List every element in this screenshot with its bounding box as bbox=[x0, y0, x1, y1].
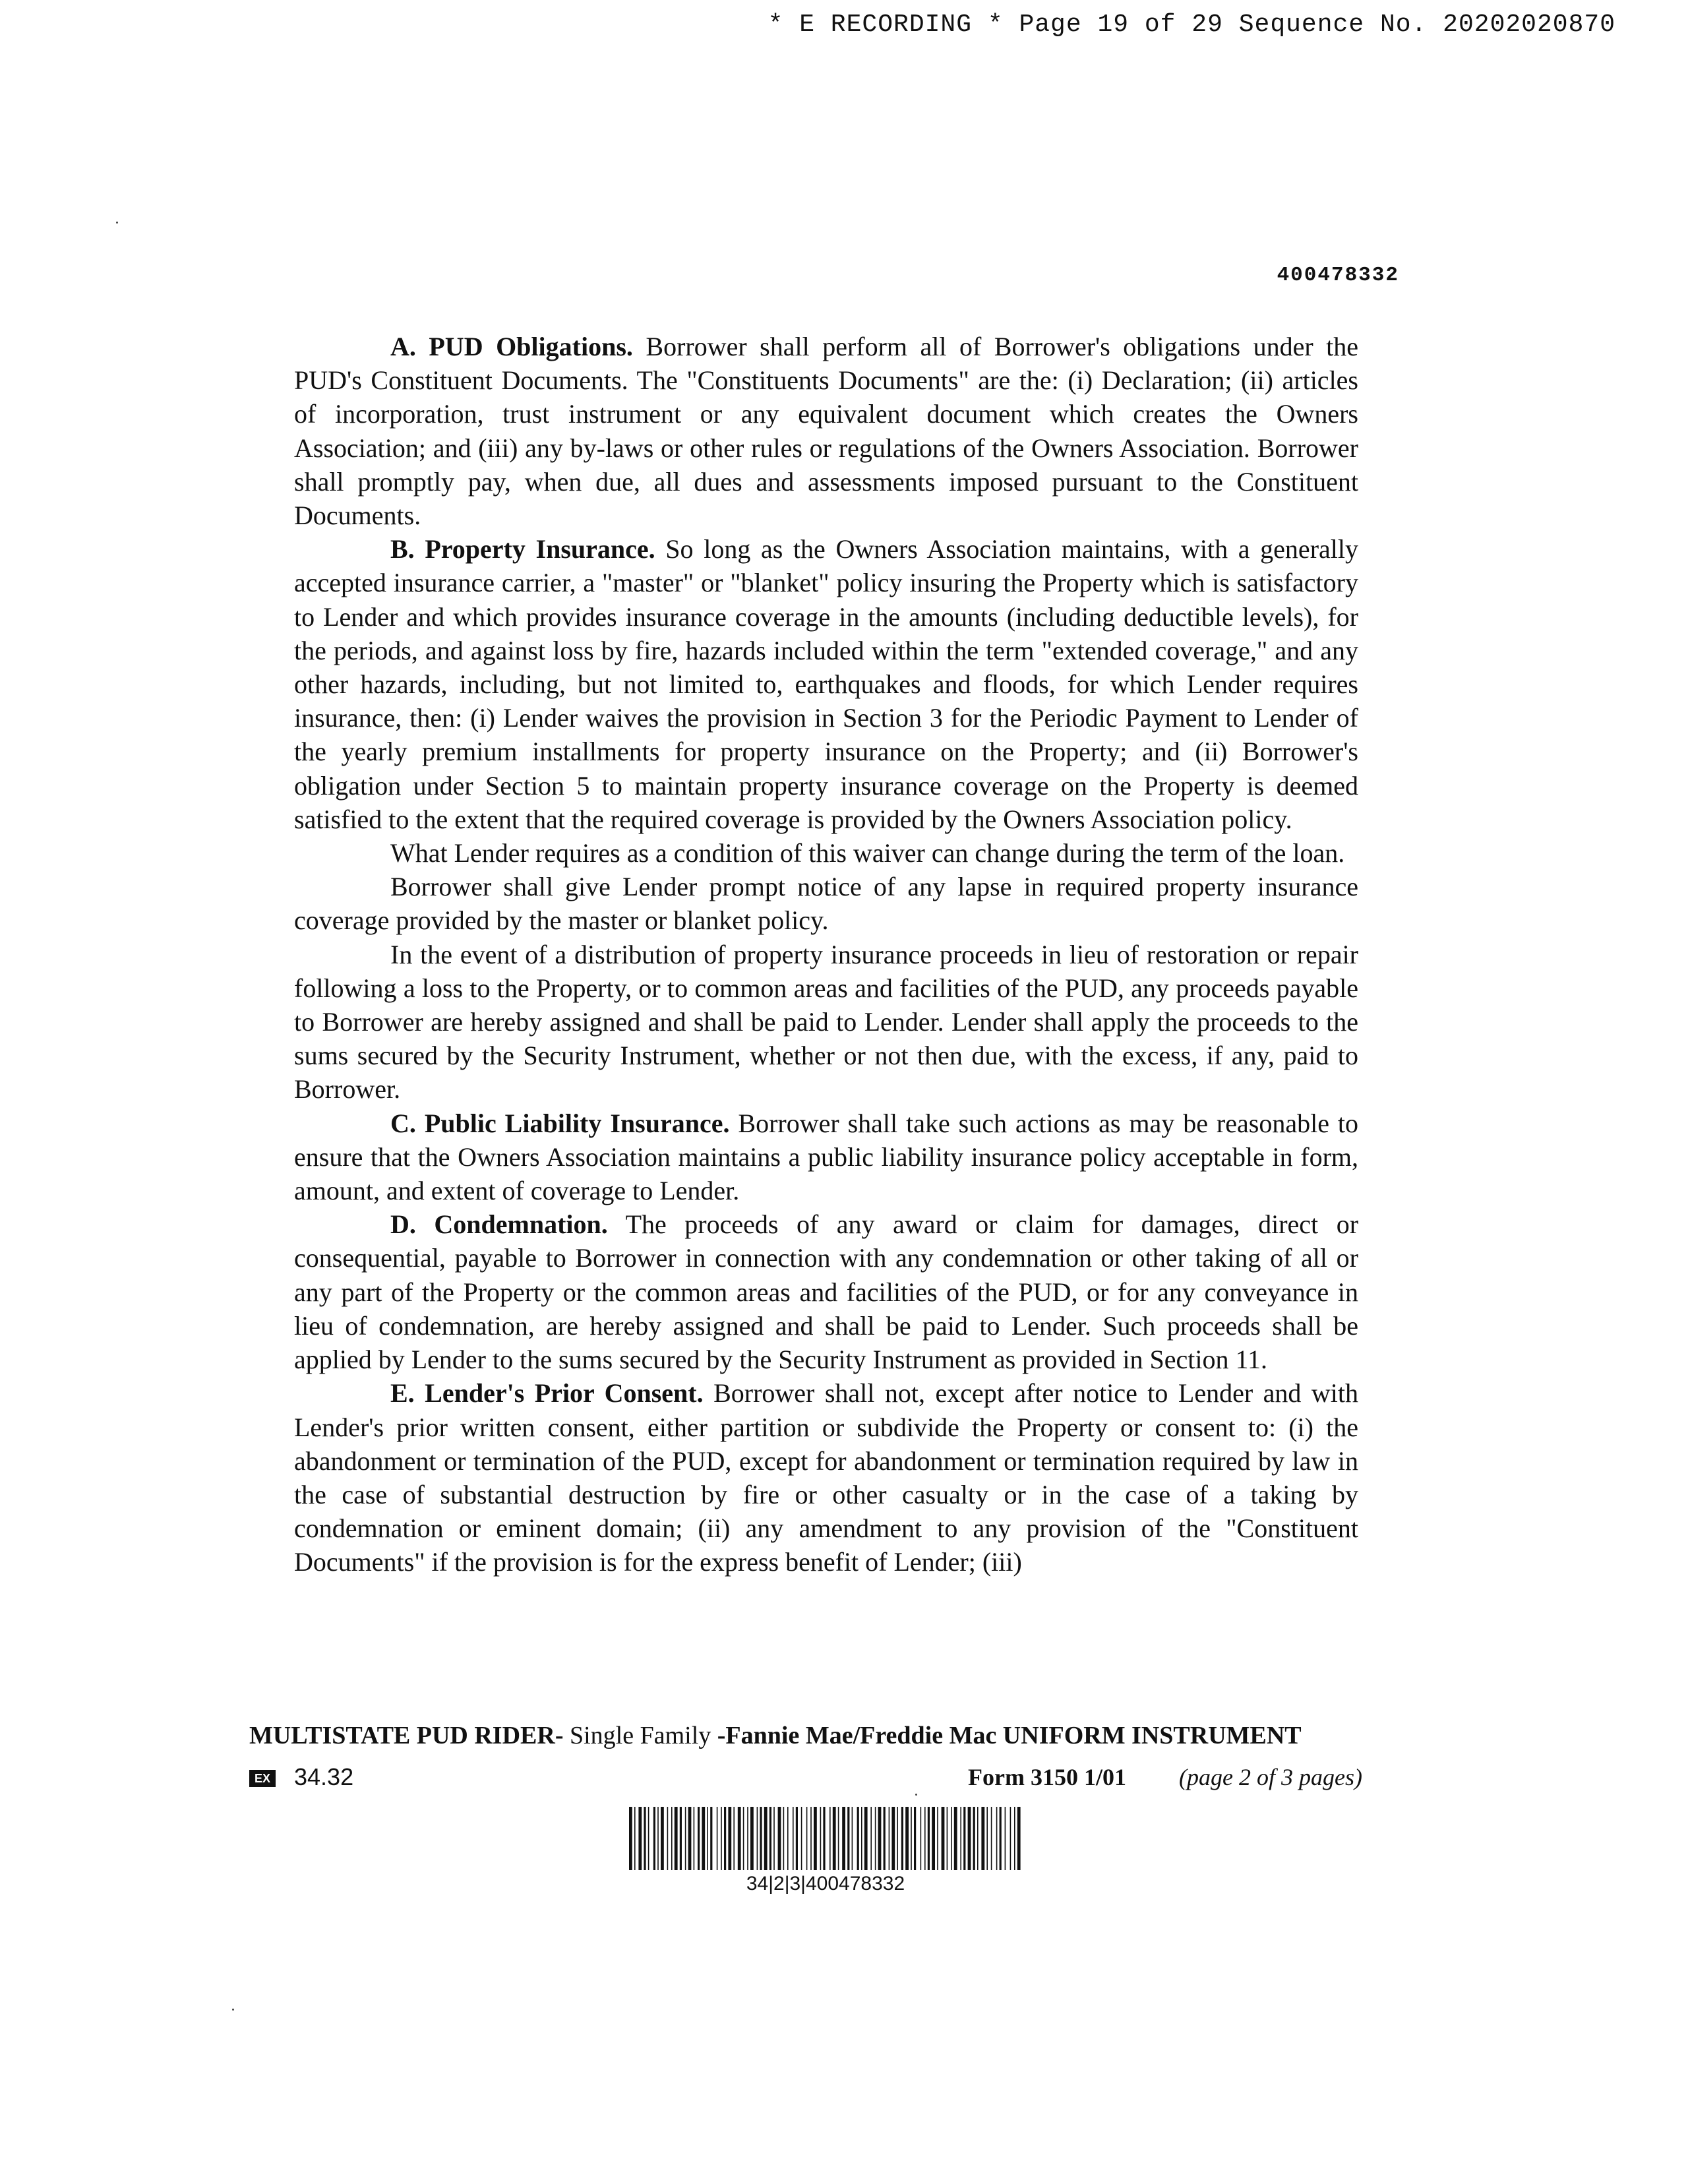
section-heading: B. Property Insurance. bbox=[390, 534, 655, 564]
barcode-bar bbox=[661, 1807, 664, 1870]
barcode-bar bbox=[986, 1807, 988, 1870]
barcode-bar bbox=[884, 1807, 886, 1870]
barcode-bar bbox=[685, 1807, 686, 1870]
barcode-bar bbox=[901, 1807, 903, 1870]
barcode-bar bbox=[724, 1807, 726, 1870]
paragraph-text: Borrower shall give Lender prompt notice of any lapse in required property insurance coverage provided by the master or blanket policy. bbox=[294, 872, 1358, 936]
form-title-family: Single Family bbox=[563, 1722, 717, 1749]
barcode-bar bbox=[806, 1807, 808, 1870]
barcode-bar bbox=[738, 1807, 741, 1870]
barcode-bar bbox=[932, 1807, 935, 1870]
barcode-bar bbox=[861, 1807, 862, 1870]
section-prior-consent bbox=[294, 1376, 1358, 1579]
barcode-bar bbox=[694, 1807, 695, 1870]
barcode-bar bbox=[947, 1807, 948, 1870]
barcode-bar bbox=[928, 1807, 930, 1870]
barcode-bar bbox=[991, 1807, 992, 1870]
form-title-instrument: -Fannie Mae/Freddie Mac UNIFORM INSTRUMENT bbox=[717, 1722, 1302, 1749]
barcode-bar bbox=[1014, 1807, 1015, 1870]
form-code: 34.32 bbox=[294, 1763, 354, 1790]
section-heading: E. Lender's Prior Consent. bbox=[390, 1378, 704, 1409]
barcode-bar bbox=[638, 1807, 642, 1870]
barcode-bar bbox=[796, 1807, 798, 1870]
barcode-bar bbox=[897, 1807, 898, 1870]
barcode-bar bbox=[773, 1807, 775, 1870]
section-condemnation bbox=[294, 1207, 1358, 1376]
barcode-bar bbox=[878, 1807, 882, 1870]
section-heading: C. Public Liability Insurance. bbox=[390, 1108, 730, 1138]
barcode-text: 34|2|3|400478332 bbox=[746, 1873, 905, 1895]
barcode-bar bbox=[1005, 1807, 1006, 1870]
document-body bbox=[294, 330, 1358, 1579]
form-logo-icon: EX bbox=[249, 1770, 276, 1787]
barcode-bar bbox=[977, 1807, 979, 1870]
barcode-bar bbox=[778, 1807, 781, 1870]
section-text: Borrower shall perform all of Borrower's obligations under the PUD's Constituent Documents. The "Constituents Documents" are the: (i) Declaration; (ii) articles of incorporation, trust instrument or any equivalent document which creates the Owners Association; and (iii) any by-laws or other rules or regulations of the Owners Association. Borrower shall promptly pay, when due, all dues and assessments imposed pursuant to the Constituent Documents. bbox=[294, 332, 1358, 531]
paragraph-text: In the event of a distribution of property insurance proceeds in lieu of restoration or repair following a loss to the Property, or to common areas and facilities of the PUD, any proceeds payable to Borrower are hereby assigned and shall be paid to Lender. Lender shall apply the proceeds to the sums secured by the Security Instrument, whether or not then due, with the excess, if any, paid to Borrower. bbox=[294, 939, 1358, 1105]
barcode-bar bbox=[838, 1807, 839, 1870]
recording-header: * E RECORDING * Page 19 of 29 Sequence No. 20202020870 bbox=[768, 11, 1615, 39]
barcode-bar bbox=[710, 1807, 712, 1870]
barcode-bar bbox=[870, 1807, 872, 1870]
section-heading: D. Condemnation. bbox=[390, 1209, 608, 1240]
barcode-bar bbox=[707, 1807, 708, 1870]
barcode-bar bbox=[891, 1807, 895, 1870]
barcode-bar bbox=[820, 1807, 822, 1870]
barcode-bar bbox=[688, 1807, 692, 1870]
barcode-bar bbox=[787, 1807, 789, 1870]
scan-speck bbox=[232, 2009, 234, 2011]
barcode-bar bbox=[889, 1807, 890, 1870]
barcode-bar bbox=[634, 1807, 636, 1870]
barcode-bar bbox=[648, 1807, 649, 1870]
paragraph-text: What Lender requires as a condition of this waiver can change during the term of the loan. bbox=[390, 838, 1345, 868]
scan-speck bbox=[915, 1794, 917, 1796]
barcode-bar bbox=[814, 1807, 817, 1870]
barcode-bar bbox=[769, 1807, 771, 1870]
barcode-bar bbox=[698, 1807, 700, 1870]
barcode-bar bbox=[783, 1807, 785, 1870]
scan-speck bbox=[116, 222, 118, 224]
section-property-insurance bbox=[294, 532, 1358, 836]
barcode-bar bbox=[721, 1807, 722, 1870]
barcode-bar bbox=[833, 1807, 836, 1870]
barcode-bar bbox=[750, 1807, 754, 1870]
loan-number: 400478332 bbox=[1277, 264, 1399, 287]
section-pud-obligations bbox=[294, 330, 1358, 532]
barcode-bar bbox=[757, 1807, 758, 1870]
barcode-bar bbox=[810, 1807, 812, 1870]
form-footer bbox=[249, 1763, 1407, 1796]
barcode-bar bbox=[996, 1807, 998, 1870]
barcode-bar bbox=[920, 1807, 922, 1870]
form-number: Form 3150 1/01 bbox=[968, 1764, 1126, 1790]
barcode-bar bbox=[942, 1807, 945, 1870]
barcode-bar bbox=[1017, 1807, 1021, 1870]
barcode-bar bbox=[951, 1807, 952, 1870]
section-text: So long as the Owners Association maintains, with a generally accepted insurance carrier, a "master" or "blanket" policy insuring the Property which is satisfactory to Lender and which provides insurance coverage in the amounts (including deductible levels), for the periods, and against loss by fire, hazards included within the term "extended coverage," and any other hazards, including, but not limited to, earthquakes and floods, for which Lender requires insurance, then: (i) Lender waives the provision in Section 3 for the Periodic Payment to Lender of the yearly premium installments for property insurance on the Property; and (ii) Borrower's obligation under Section 5 to maintain property insurance coverage on the Property is deemed satisfied to the extent that the required coverage is provided by the Owners Association policy. bbox=[294, 534, 1358, 834]
barcode-bar bbox=[857, 1807, 859, 1870]
barcode-bar bbox=[852, 1807, 853, 1870]
barcode-bar bbox=[743, 1807, 744, 1870]
barcode-bar bbox=[801, 1807, 802, 1870]
barcode-bar bbox=[764, 1807, 768, 1870]
barcode-bar bbox=[1010, 1807, 1011, 1870]
paragraph-insurance-proceeds bbox=[294, 938, 1358, 1107]
barcode-bar bbox=[667, 1807, 669, 1870]
section-text: The proceeds of any award or claim for damages, direct or consequential, payable to Borrower in connection with any condemnation or other taking of all or any part of the Property or the common areas and facilities of the PUD, or for any conveyance in lieu of condemnation, are hereby assigned and shall be paid to Lender. Such proceeds shall be applied by Lender to the sums secured by the Security Instrument as provided in Section 11. bbox=[294, 1209, 1359, 1375]
paragraph-waiver-change bbox=[294, 836, 1358, 870]
barcode-bar bbox=[702, 1807, 705, 1870]
barcode-bar bbox=[733, 1807, 735, 1870]
section-text: Borrower shall not, except after notice to Lender and with Lender's prior written consent, either partition or subdivide the Property or consent to: (i) the abandonment or termination of the PUD, except for abandonment or termination required by law in the case of substantial destruction by fire or other casualty or in the case of a taking by condemnation or eminent domain; (ii) any amendment to any provision of the "Constituent Documents" if the provision is for the express benefit of Lender; (iii) bbox=[294, 1378, 1358, 1577]
form-title bbox=[249, 1721, 1302, 1750]
barcode-bar bbox=[823, 1807, 825, 1870]
barcode-bar bbox=[911, 1807, 912, 1870]
barcode-bar bbox=[829, 1807, 831, 1870]
barcode-bar bbox=[657, 1807, 659, 1870]
barcode-bar bbox=[847, 1807, 849, 1870]
barcode-bar bbox=[747, 1807, 748, 1870]
barcode-bar bbox=[981, 1807, 984, 1870]
barcode-bar bbox=[717, 1807, 718, 1870]
barcode-bar bbox=[1000, 1807, 1002, 1870]
barcode-bar bbox=[644, 1807, 646, 1870]
page-indicator: (page 2 of 3 pages) bbox=[1179, 1764, 1362, 1790]
barcode-bar bbox=[793, 1807, 794, 1870]
form-title-rider: MULTISTATE PUD RIDER- bbox=[249, 1722, 564, 1749]
barcode-bar bbox=[728, 1807, 731, 1870]
barcode-bar bbox=[671, 1807, 673, 1870]
barcode-bar bbox=[954, 1807, 957, 1870]
barcode-bar bbox=[864, 1807, 868, 1870]
barcode-bar bbox=[937, 1807, 938, 1870]
barcode-bar bbox=[973, 1807, 975, 1870]
barcode-bar bbox=[914, 1807, 916, 1870]
barcode-bar bbox=[875, 1807, 876, 1870]
barcode-bar bbox=[680, 1807, 682, 1870]
barcode-bar bbox=[629, 1807, 632, 1870]
barcode-bar bbox=[963, 1807, 965, 1870]
barcode-bar bbox=[760, 1807, 762, 1870]
barcode-image bbox=[628, 1807, 1023, 1870]
barcode-bar bbox=[842, 1807, 845, 1870]
section-text: Borrower shall take such actions as may be reasonable to ensure that the Owners Association maintains a public liability insurance policy acceptable in form, amount, and extent of coverage to Lender. bbox=[294, 1108, 1359, 1206]
paragraph-lapse-notice bbox=[294, 870, 1358, 937]
barcode-bar bbox=[653, 1807, 655, 1870]
barcode-bar bbox=[675, 1807, 678, 1870]
barcode-bar bbox=[905, 1807, 909, 1870]
barcode-bar bbox=[968, 1807, 971, 1870]
barcode-bar bbox=[924, 1807, 926, 1870]
barcode-bar bbox=[960, 1807, 961, 1870]
section-public-liability bbox=[294, 1107, 1358, 1208]
section-heading: A. PUD Obligations. bbox=[390, 332, 633, 361]
